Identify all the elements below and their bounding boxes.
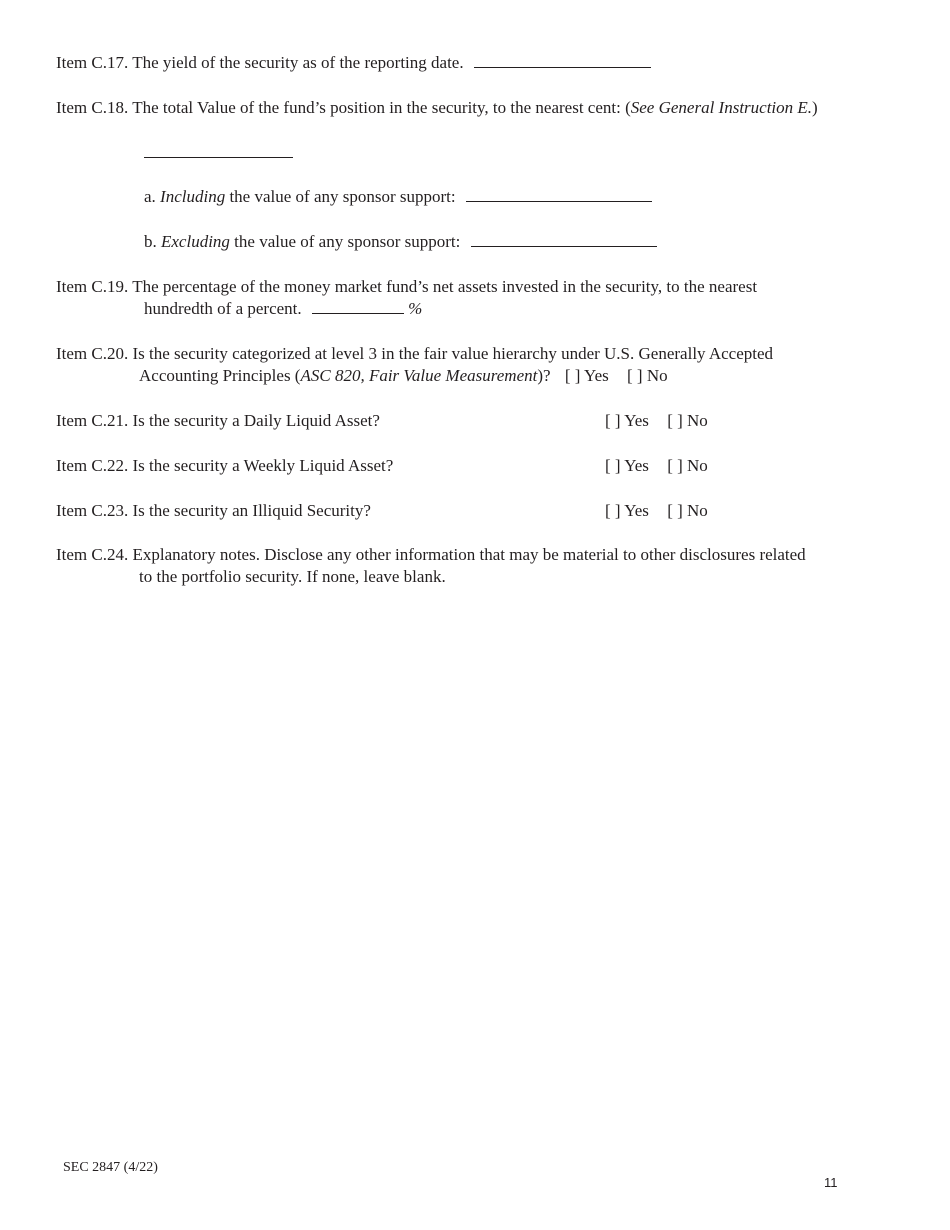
- closing-paren: ): [812, 98, 818, 117]
- item-c19: [56, 276, 757, 298]
- yes-checkbox[interactable]: [ ] Yes: [605, 501, 649, 520]
- percent-sign: %: [408, 299, 423, 318]
- item-c17: [56, 52, 651, 74]
- no-checkbox[interactable]: [ ] No: [627, 366, 668, 385]
- form-identifier: SEC 2847 (4/22): [63, 1160, 158, 1175]
- item-c20-line2: [139, 365, 668, 387]
- item-label: Item C.19.: [56, 277, 129, 296]
- item-c24: [56, 544, 806, 566]
- item-label: Item C.22.: [56, 456, 129, 475]
- item-label: Item C.24.: [56, 545, 129, 564]
- item-c19-line2: [144, 298, 422, 320]
- emphasis-excluding: Excluding: [161, 232, 230, 251]
- item-c21: [56, 410, 380, 432]
- item-text: Accounting Principles (: [139, 366, 301, 385]
- item-c21-choices: [605, 410, 708, 432]
- standard-reference: ASC 820, Fair Value Measurement: [300, 366, 538, 385]
- yield-field[interactable]: [474, 66, 651, 68]
- sub-prefix: b.: [144, 232, 157, 251]
- sub-text: the value of any sponsor support:: [234, 232, 461, 251]
- page-number: 11: [824, 1175, 838, 1190]
- no-checkbox[interactable]: [ ] No: [667, 456, 708, 475]
- sub-text: the value of any sponsor support:: [229, 187, 456, 206]
- item-c20: [56, 343, 773, 365]
- yes-checkbox[interactable]: [ ] Yes: [605, 456, 649, 475]
- item-text: )?: [537, 366, 551, 385]
- no-checkbox[interactable]: [ ] No: [667, 501, 708, 520]
- instruction-reference: See General Instruction E.: [630, 98, 813, 117]
- item-c22: [56, 455, 393, 477]
- yes-checkbox[interactable]: [ ] Yes: [564, 366, 609, 385]
- emphasis-including: Including: [160, 187, 226, 206]
- yes-checkbox[interactable]: [ ] Yes: [605, 411, 649, 430]
- item-text: Explanatory notes. Disclose any other information that may be material to other disclosures related: [132, 545, 806, 564]
- sub-prefix: a.: [144, 187, 156, 206]
- item-c22-choices: [605, 455, 708, 477]
- total-value-field[interactable]: [144, 156, 293, 158]
- item-text: The total Value of the fund’s position in the security, to the nearest cent: (: [132, 98, 631, 117]
- total-value-row: [144, 142, 293, 164]
- item-label: Item C.20.: [56, 344, 129, 363]
- item-c18a: [144, 186, 652, 208]
- no-checkbox[interactable]: [ ] No: [667, 411, 708, 430]
- item-text: The percentage of the money market fund’s net assets invested in the security, to the nearest: [132, 277, 758, 296]
- item-c18: [56, 97, 818, 119]
- item-c23-choices: [605, 500, 708, 522]
- item-text: Is the security categorized at level 3 in the fair value hierarchy under U.S. Generally Accepted: [132, 344, 774, 363]
- item-text: Is the security a Daily Liquid Asset?: [132, 411, 380, 430]
- item-text: hundredth of a percent.: [144, 299, 302, 318]
- item-text: Is the security a Weekly Liquid Asset?: [132, 456, 394, 475]
- item-label: Item C.23.: [56, 501, 129, 520]
- item-text: Is the security an Illiquid Security?: [132, 501, 371, 520]
- item-label: Item C.17.: [56, 53, 129, 72]
- item-text: to the portfolio security. If none, leave blank.: [139, 567, 446, 586]
- item-c23: [56, 500, 371, 522]
- excluding-sponsor-support-field[interactable]: [471, 245, 657, 247]
- item-text: The yield of the security as of the reporting date.: [132, 53, 464, 72]
- including-sponsor-support-field[interactable]: [466, 200, 652, 202]
- item-label: Item C.18.: [56, 98, 129, 117]
- percentage-field[interactable]: [312, 312, 404, 314]
- item-label: Item C.21.: [56, 411, 129, 430]
- item-c18b: [144, 231, 657, 253]
- item-c24-line2: [139, 566, 446, 588]
